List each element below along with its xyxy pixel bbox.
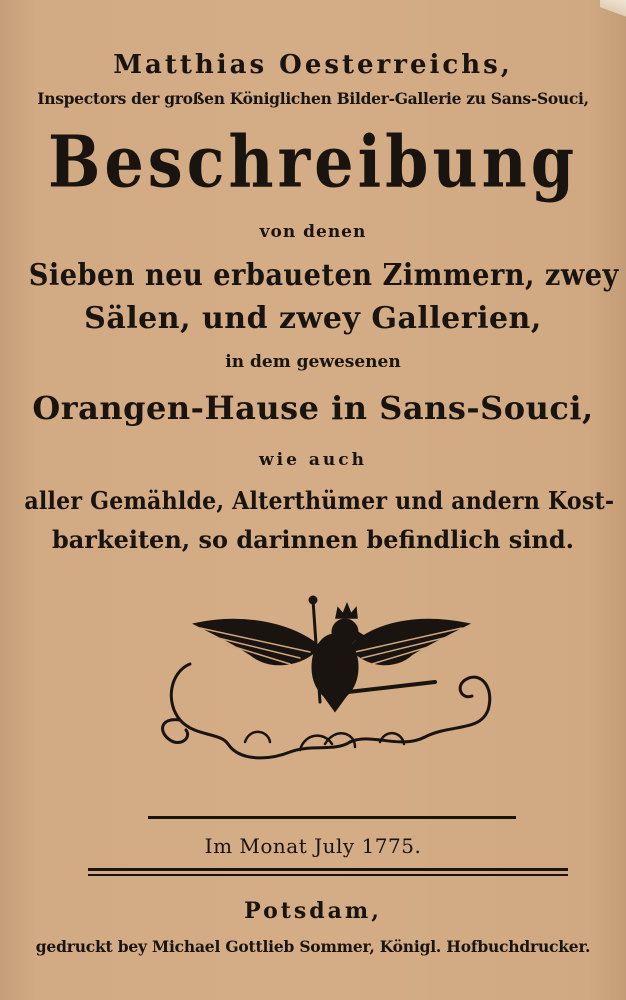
publication-date: Im Monat July 1775.	[204, 834, 422, 858]
author-title: Inspectors der großen Königlichen Bilder-Gallerie zu Sans-Souci,	[37, 89, 589, 108]
printer-line: gedruckt bey Michael Gottlieb Sommer, Königl. Hofbuchdrucker.	[35, 937, 591, 956]
crowned-eagle-emblem-icon	[150, 592, 500, 782]
divider-top	[148, 816, 516, 819]
subtitle-line-1: Sieben neu erbaueten Zimmern, zwey	[28, 258, 619, 293]
subtitle-line-3: aller Gemählde, Alterthümer und andern Kost-	[24, 486, 615, 515]
subtitle-line-2: Sälen, und zwey Gallerien,	[84, 301, 542, 336]
subtitle-orangen-hause: Orangen-Hause in Sans-Souci,	[32, 389, 594, 427]
author-name: Matthias Oesterreichs,	[113, 50, 513, 80]
subtitle-in-dem: in dem gewesenen	[225, 352, 401, 372]
subtitle-line-4: barkeiten, so darinnen befindlich sind.	[51, 525, 575, 554]
book-title: Beschreibung	[47, 120, 579, 204]
divider-double-thick	[88, 868, 568, 871]
publication-place: Potsdam,	[244, 898, 382, 924]
subtitle-wie-auch: wie auch	[259, 450, 367, 470]
page-corner	[600, 0, 626, 18]
divider-double-thin	[88, 874, 568, 876]
subtitle-von-denen: von denen	[259, 222, 367, 242]
